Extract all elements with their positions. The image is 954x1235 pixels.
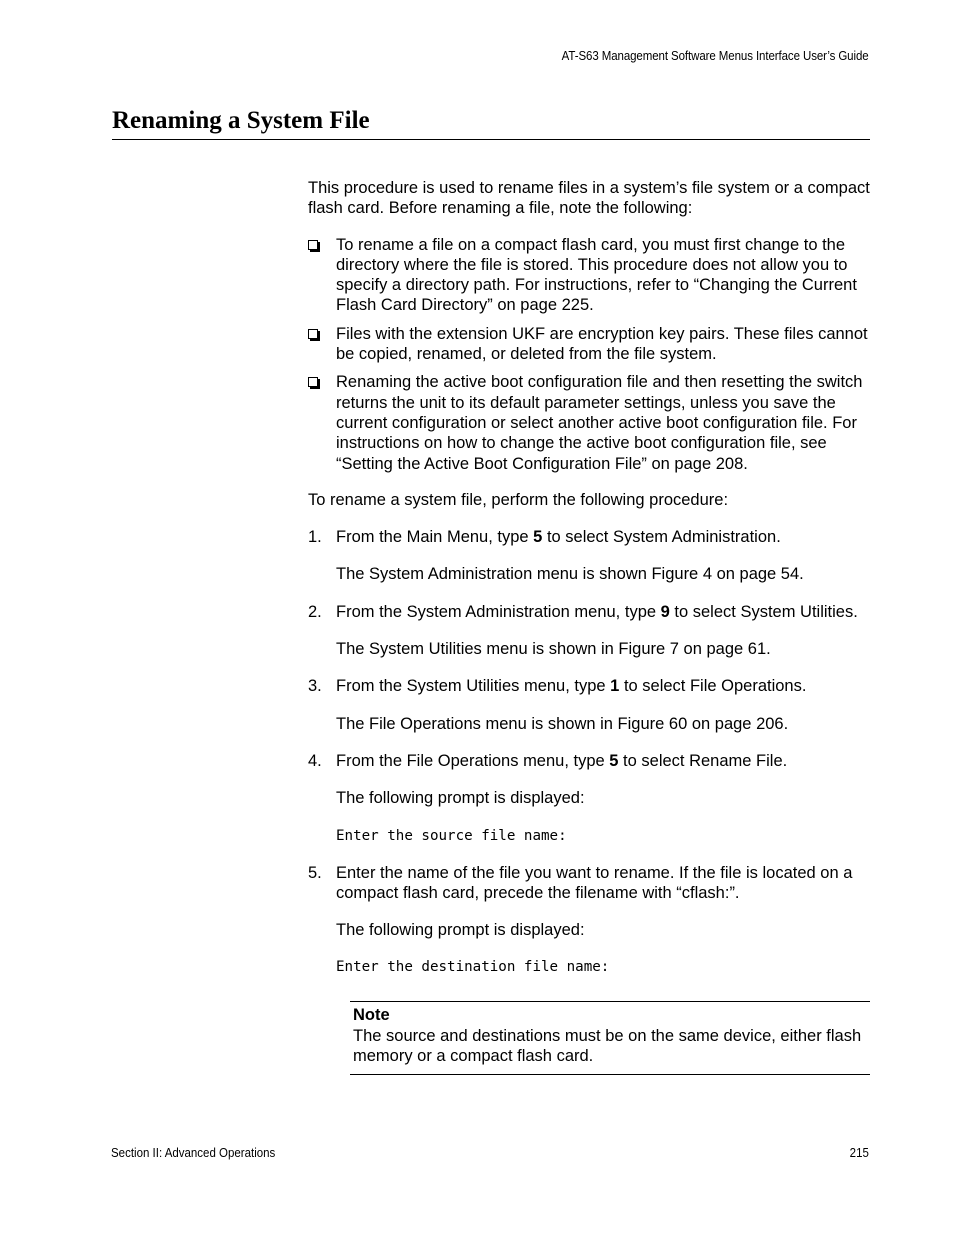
intro-paragraph: This procedure is used to rename files in a system’s file system or a compact flash card. Before renaming a file, note the following: [308,179,870,218]
procedure-step [308,676,870,696]
list-item-text: Renaming the active boot configuration file and then resetting the switch returns the unit to its default parameter settings, unless you save the current configuration or select another active boot configuration file. For instructions on how to change the active boot configuration file, see “Setting the Active Boot Configuration File” on page 208. [336,373,863,473]
notes-list [308,235,870,474]
list-item-text: To rename a file on a compact flash card, you must first change to the directory where the file is stored. This procedure does not allow you to specify a directory path. For instructions, refer to “Changing the Current Flash Card Directory” on page 225. [336,235,857,315]
procedure-step [308,863,870,904]
step-number: 3. [308,677,322,696]
step-key: 5 [609,751,619,770]
footer-section: Section II: Advanced Operations [111,1146,276,1160]
procedure-step [308,751,870,771]
step-text-post: to select Rename File. [618,751,788,770]
note-box [350,1001,870,1075]
step-text: Enter the name of the file you want to rename. If the file is located on a compact flash card, precede the filename with “cflash:”. [336,863,853,902]
procedure-step [308,602,870,622]
note-text: The source and destinations must be on the same device, either flash memory or a compact flash card. [353,1026,862,1066]
step-number: 5. [308,863,322,882]
list-item-text: Files with the extension UKF are encryption key pairs. These files cannot be copied, renamed, or deleted from the file system. [336,324,868,364]
procedure-lead: To rename a system file, perform the following procedure: [308,490,729,509]
list-item [308,372,870,473]
step-text-pre: From the System Administration menu, type [336,602,661,621]
list-item [308,324,870,365]
step-number: 1. [308,528,322,547]
step-number: 4. [308,751,322,770]
running-header: AT-S63 Management Software Menus Interface User’s Guide [562,49,869,63]
page-body [308,178,870,1075]
procedure-step [308,527,870,547]
step-text-pre: From the Main Menu, type [336,528,534,547]
step-result: The following prompt is displayed: [336,921,585,940]
step-result: The System Utilities menu is shown in Figure 7 on page 61. [336,640,771,659]
step-key: 1 [610,677,620,696]
prompt-code: Enter the source file name: [336,827,567,844]
section-title: Renaming a System File [112,106,870,140]
prompt-code: Enter the destination file name: [336,959,610,976]
step-number: 2. [308,602,322,621]
step-result: The following prompt is displayed: [336,789,585,808]
step-text-pre: From the System Utilities menu, type [336,677,611,696]
list-item [308,235,870,316]
step-text-post: to select System Administration. [542,528,781,547]
step-text-post: to select System Utilities. [669,602,858,621]
checkbox-bullet-icon [308,377,318,387]
footer-page-number: 215 [849,1146,869,1160]
step-key: 9 [660,602,670,621]
step-key: 5 [533,528,543,547]
checkbox-bullet-icon [308,329,318,339]
step-result: The File Operations menu is shown in Figure 60 on page 206. [336,714,789,733]
note-title: Note [353,1006,390,1025]
step-text-pre: From the File Operations menu, type [336,751,610,770]
step-result: The System Administration menu is shown Figure 4 on page 54. [336,565,804,584]
step-text-post: to select File Operations. [619,677,807,696]
checkbox-bullet-icon [308,240,318,250]
